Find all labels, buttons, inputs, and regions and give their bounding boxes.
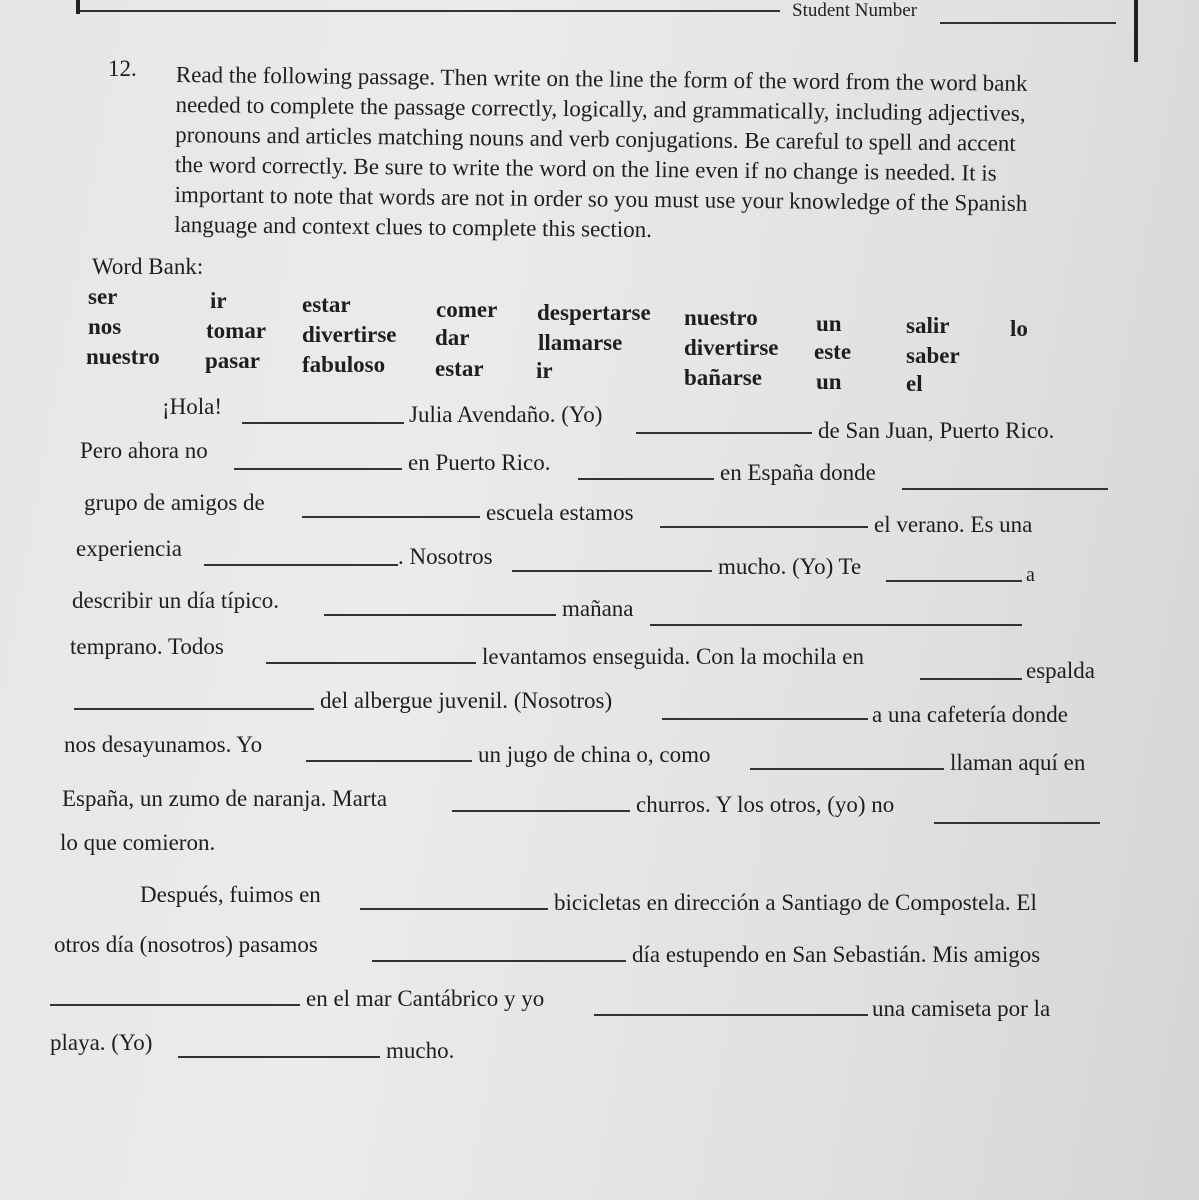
right-margin-bar <box>1134 0 1138 62</box>
passage-text: mucho. <box>386 1038 455 1063</box>
answer-blank[interactable] <box>750 768 944 770</box>
instruction-line: Read the following passage. Then write on the line the form of the word from the word bank <box>175 61 1028 96</box>
question-number: 12. <box>108 56 137 81</box>
student-number-label: Student Number <box>792 0 918 21</box>
word-bank-word: dar <box>435 325 470 350</box>
passage-text: en España donde <box>720 460 876 485</box>
word-bank-word: nuestro <box>86 344 160 369</box>
answer-blank[interactable] <box>242 422 404 424</box>
word-bank-word: divertirse <box>684 335 779 360</box>
passage-text: de San Juan, Puerto Rico. <box>818 418 1055 443</box>
answer-blank[interactable] <box>934 822 1100 824</box>
passage-text: playa. (Yo) <box>50 1030 153 1055</box>
passage-text: un jugo de china o, como <box>478 742 711 767</box>
passage-text: a una cafetería donde <box>872 702 1069 727</box>
answer-blank[interactable] <box>920 678 1022 680</box>
answer-blank[interactable] <box>578 478 714 480</box>
answer-blank[interactable] <box>650 624 1022 626</box>
answer-blank[interactable] <box>50 1004 300 1006</box>
instruction-line: pronouns and articles matching nouns and verb conjugations. Be careful to spell and accent <box>175 121 1016 156</box>
word-bank-word: este <box>814 339 852 364</box>
answer-blank[interactable] <box>306 760 472 762</box>
answer-blank[interactable] <box>594 1014 868 1016</box>
passage-text: el verano. Es una <box>874 512 1033 537</box>
word-bank-word: tomar <box>206 318 267 343</box>
answer-blank[interactable] <box>636 432 812 434</box>
instructions <box>174 60 1116 250</box>
word-bank-word: salir <box>906 313 950 338</box>
answer-blank[interactable] <box>902 488 1108 490</box>
word-bank-word: ser <box>88 284 118 309</box>
word-bank-word: despertarse <box>537 300 651 325</box>
passage-text: experiencia <box>76 536 182 561</box>
word-bank-word: ir <box>210 288 227 313</box>
passage-text: . Nosotros <box>398 544 493 569</box>
passage-text: escuela estamos <box>486 500 634 525</box>
passage-text: ¡Hola! <box>162 394 223 419</box>
word-bank-word: bañarse <box>684 365 762 390</box>
word-bank-word: llamarse <box>538 330 623 355</box>
answer-blank[interactable] <box>204 564 398 566</box>
word-bank-word: nuestro <box>684 305 758 330</box>
answer-blank[interactable] <box>662 718 868 720</box>
passage-text: espalda <box>1026 658 1095 683</box>
passage-text: día estupendo en San Sebastián. Mis amigos <box>632 942 1041 967</box>
passage-text: Después, fuimos en <box>140 882 321 907</box>
passage-text: llaman aquí en <box>950 750 1086 775</box>
passage-text: lo que comieron. <box>60 830 216 855</box>
instruction-line: important to note that words are not in order so you must use your knowledge of the Spanish <box>174 181 1028 216</box>
answer-blank[interactable] <box>178 1056 380 1058</box>
passage-text: mucho. (Yo) Te <box>718 554 862 579</box>
student-number-blank[interactable] <box>940 22 1116 24</box>
word-bank-word: un <box>816 369 842 394</box>
word-bank-word: estar <box>435 356 484 381</box>
word-bank-word: un <box>816 311 842 336</box>
word-bank-word: saber <box>906 343 960 368</box>
passage-text: levantamos enseguida. Con la mochila en <box>482 644 864 669</box>
answer-blank[interactable] <box>372 960 626 962</box>
word-bank-word: estar <box>302 292 351 317</box>
passage-text: a <box>1026 564 1035 586</box>
passage-text: en el mar Cantábrico y yo <box>306 986 545 1011</box>
passage-text: nos desayunamos. Yo <box>64 732 263 757</box>
answer-blank[interactable] <box>660 526 868 528</box>
passage-text: grupo de amigos de <box>84 490 265 515</box>
passage-text: del albergue juvenil. (Nosotros) <box>320 688 613 713</box>
word-bank-word: fabuloso <box>302 352 386 377</box>
answer-blank[interactable] <box>452 810 630 812</box>
word-bank-title: Word Bank: <box>92 254 204 279</box>
passage-text: mañana <box>562 596 634 621</box>
passage-text: una camiseta por la <box>872 996 1051 1021</box>
passage-text: Julia Avendaño. (Yo) <box>409 402 603 427</box>
word-bank-word: lo <box>1010 316 1028 341</box>
word-bank-word: comer <box>436 297 498 322</box>
answer-blank[interactable] <box>74 708 314 710</box>
passage-text: temprano. Todos <box>70 634 224 659</box>
word-bank-word: ir <box>536 358 553 383</box>
answer-blank[interactable] <box>512 570 712 572</box>
answer-blank[interactable] <box>886 580 1022 582</box>
instruction-line: language and context clues to complete this section. <box>174 211 653 242</box>
passage-text: bicicletas en dirección a Santiago de Compostela. El <box>554 890 1037 915</box>
passage-text: Pero ahora no <box>80 438 208 463</box>
top-rule <box>80 10 780 12</box>
word-bank-word: pasar <box>205 348 260 373</box>
instruction-line: the word correctly. Be sure to write the word on the line even if no change is needed. It is <box>174 151 997 186</box>
passage-text: otros día (nosotros) pasamos <box>54 932 318 957</box>
passage-text: España, un zumo de naranja. Marta <box>62 786 388 811</box>
answer-blank[interactable] <box>234 468 402 470</box>
answer-blank[interactable] <box>302 516 480 518</box>
passage-text: en Puerto Rico. <box>408 450 551 475</box>
passage-text: churros. Y los otros, (yo) no <box>636 792 895 817</box>
answer-blank[interactable] <box>266 662 476 664</box>
word-bank-word: el <box>906 371 923 396</box>
answer-blank[interactable] <box>360 908 548 910</box>
answer-blank[interactable] <box>324 614 556 616</box>
word-bank-word: divertirse <box>302 322 397 347</box>
word-bank-word: nos <box>88 314 122 339</box>
instruction-line: needed to complete the passage correctly, logically, and grammatically, including adjectives, <box>175 91 1026 126</box>
passage-text: describir un día típico. <box>72 588 279 613</box>
